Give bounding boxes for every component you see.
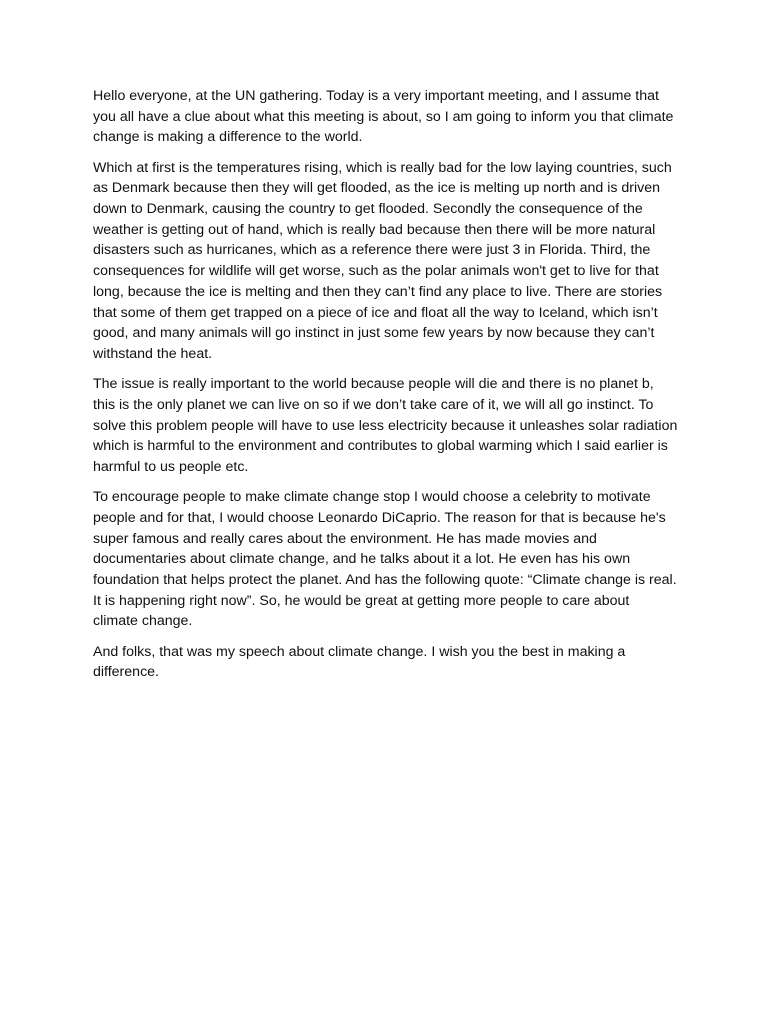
paragraph-consequences: Which at first is the temperatures rising, which is really bad for the low laying countries, such as Denmark because then they will get flooded, as the ice is melting up north and is driven down to Denmark, causing the country to get flooded. Secondly the consequence of the weather is getting out of hand, which is really bad because then there will be more natural disasters such as hurricanes, which as a reference there were just 3 in Florida. Third, the consequences for wildlife will get worse, such as the polar animals won't get to live for that long, because the ice is melting and then they can’t find any place to live. There are stories that some of them get trapped on a piece of ice and float all the way to Iceland, which isn’t good, and many animals will go instinct in just some few years by now because they can’t withstand the heat.: [93, 159, 672, 362]
paragraph-closing: And folks, that was my speech about climate change. I wish you the best in making a difference.: [93, 643, 626, 681]
paragraph-introduction: Hello everyone, at the UN gathering. Today is a very important meeting, and I assume that you all have a clue about what this meeting is about, so I am going to inform you that climate change is making a difference to the world.: [93, 88, 674, 146]
paragraph-importance: The issue is really important to the world because people will die and there is no planet b, this is the only planet we can live on so if we don’t take care of it, we will all go instinct. To solve this problem people will have to use less electricity because it unleashes solar radiation which is harmful to the environment and contributes to global warming which I said earlier is harmful to us people etc.: [93, 376, 678, 475]
paragraph-celebrity: To encourage people to make climate change stop I would choose a celebrity to motivate people and for that, I would choose Leonardo DiCaprio. The reason for that is because he's super famous and really cares about the environment. He has made movies and documentaries about climate change, and he talks about it a lot. He even has his own foundation that helps protect the planet. And has the following quote: “Climate change is real. It is happening right now”. So, he would be great at getting more people to care about climate change.: [93, 489, 677, 630]
document-body: [93, 86, 678, 692]
